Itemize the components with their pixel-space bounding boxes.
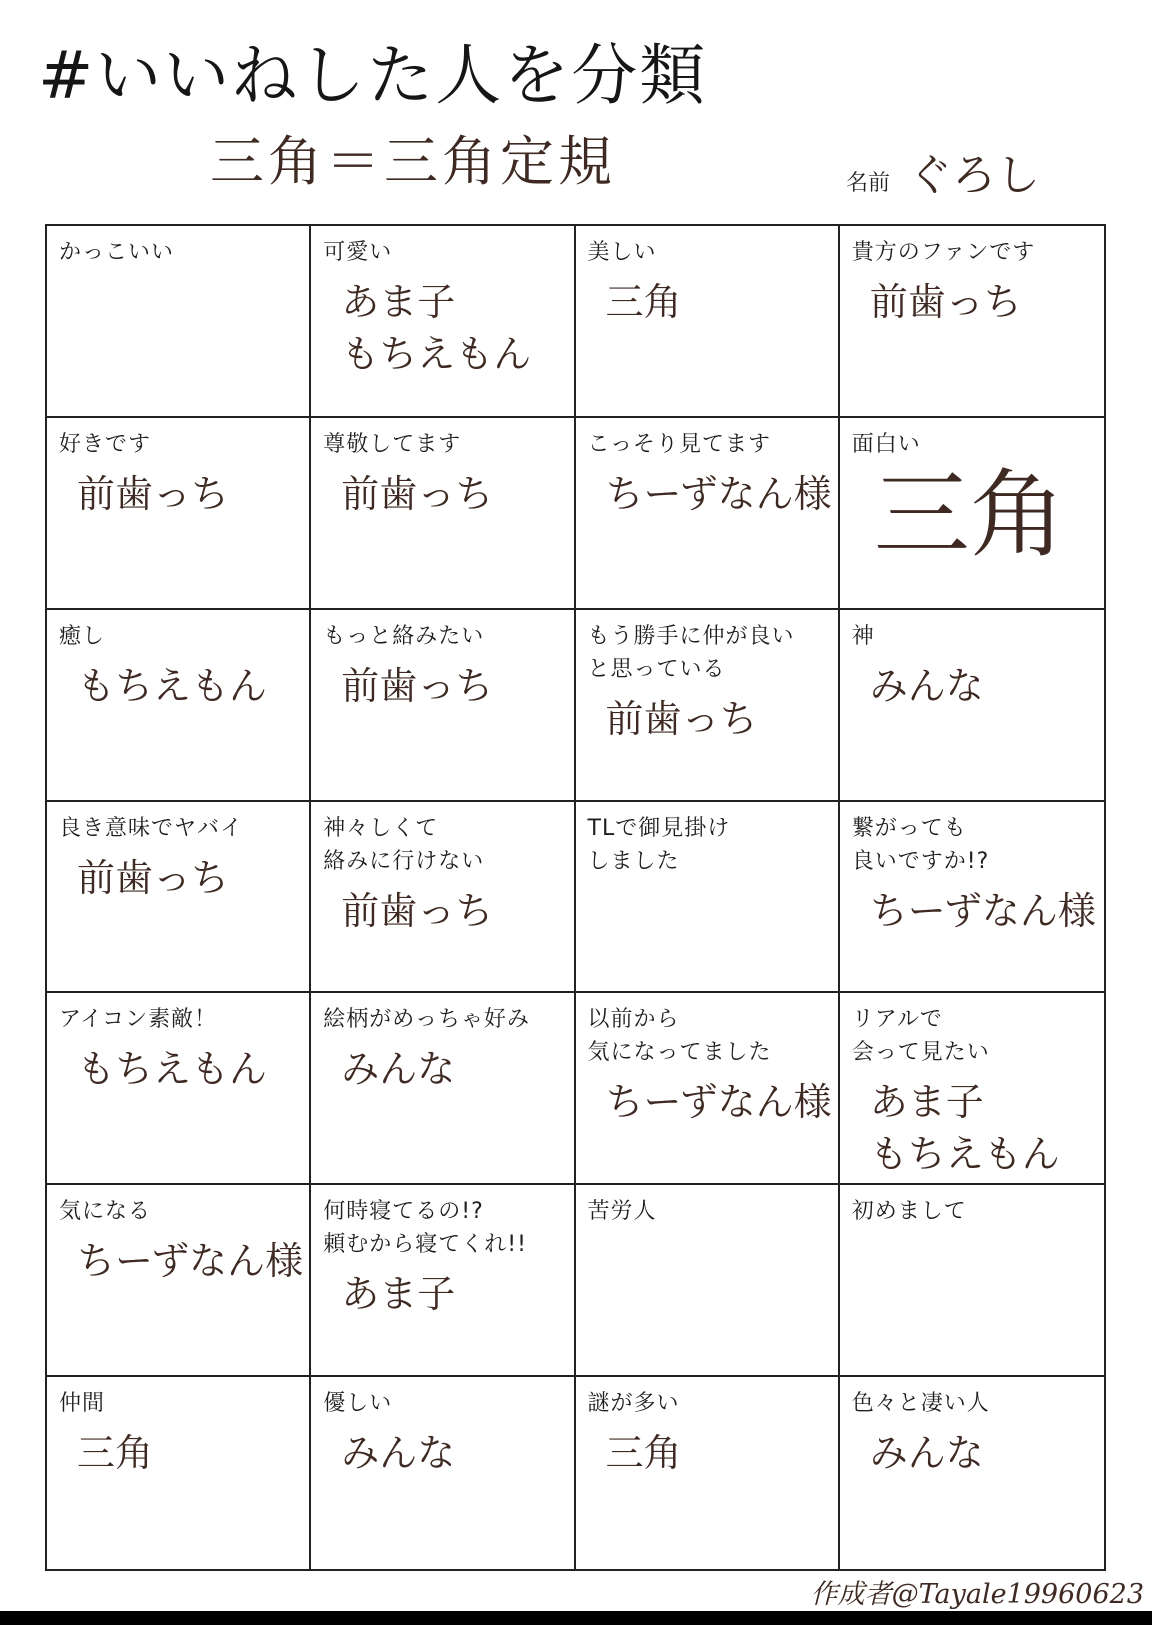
grid-cell [47, 993, 311, 1185]
cell-label: 気になる [59, 1199, 152, 1225]
creator-credit: 作成者@Tayale19960623 [810, 1579, 1144, 1610]
cell-answer: 三角 [605, 1431, 682, 1476]
cell-answer: 前歯っち [869, 280, 1022, 324]
cell-label: 貴方のファンです [851, 240, 1036, 265]
cell-answer: あま子 [341, 1272, 456, 1317]
cell-label: 尊敬してます [323, 431, 462, 457]
grid-cell [840, 1185, 1104, 1377]
grid-cell [47, 1185, 311, 1377]
bottom-bar [0, 1611, 1152, 1625]
grid-cell [576, 610, 840, 802]
cell-label: 仲間 [59, 1391, 106, 1417]
cell-label: リアルで 会って見たい [851, 1007, 990, 1066]
cell-label: 神 [851, 623, 875, 649]
grid-cell [840, 610, 1104, 802]
cell-label: 繋がっても 良いですか!? [851, 815, 990, 874]
cell-label: 好きです [59, 431, 152, 457]
cell-answer: 前歯っち [77, 855, 230, 900]
cell-label: 優しい [323, 1391, 393, 1417]
cell-label: こっそり見てます [587, 431, 772, 457]
cell-answer: あま子 [341, 280, 456, 324]
cell-answer: ちーずなん様 [77, 1239, 304, 1284]
cell-label: かっこいい [59, 240, 175, 265]
cell-label: もう勝手に仲が良い と思っている [587, 623, 795, 682]
grid-cell [47, 226, 311, 418]
grid-cell [576, 1185, 840, 1377]
cell-answer: みんな [869, 663, 984, 708]
cell-answer: ちーずなん様 [605, 471, 832, 516]
grid-cell [47, 610, 311, 802]
grid-cell [840, 1377, 1104, 1569]
cell-answer: もちえもん [341, 331, 532, 376]
cell-answer: みんな [869, 1431, 984, 1476]
grid-cell [311, 610, 575, 802]
cell-answer: 前歯っち [77, 471, 230, 516]
grid-cell [840, 993, 1104, 1185]
grid-cell [840, 802, 1104, 994]
cell-label: 絵柄がめっちゃ好み [323, 1007, 531, 1033]
cell-label: 何時寝てるの!? 頼むから寝てくれ!! [323, 1199, 527, 1258]
cell-answer: 三角 [77, 1431, 154, 1476]
legend-note: 三角＝三角定規 [210, 130, 616, 193]
cell-label: 可愛い [323, 240, 393, 265]
cell-answer: あま子 [869, 1080, 984, 1125]
cell-answer: もちえもん [869, 1131, 1060, 1176]
name-label: 名前 [846, 171, 891, 196]
grid-cell [576, 1377, 840, 1569]
page-title: #いいねした人を分類 [38, 37, 708, 114]
cell-label: 面白い [851, 431, 921, 457]
cell-answer: ちーずなん様 [869, 888, 1096, 933]
grid-cell [47, 1377, 311, 1569]
cell-answer: 前歯っち [341, 663, 494, 708]
grid-cell [311, 993, 575, 1185]
cell-answer: 前歯っち [341, 888, 494, 933]
cell-answer: もちえもん [77, 663, 268, 708]
grid-cell [840, 226, 1104, 418]
classification-grid [45, 224, 1106, 1571]
grid-cell [576, 418, 840, 610]
cell-label: 神々しくて 絡みに行けない [323, 815, 485, 874]
cell-label: 以前から 気になってました [587, 1007, 772, 1066]
cell-answer: みんな [341, 1047, 456, 1092]
cell-label: 初めまして [851, 1199, 967, 1225]
cell-answer: 三角 [873, 458, 1066, 571]
cell-answer: 三角 [605, 280, 682, 324]
grid-cell [47, 802, 311, 994]
cell-label: 苦労人 [587, 1199, 657, 1225]
grid-cell [311, 1185, 575, 1377]
cell-answer: みんな [341, 1431, 456, 1476]
cell-label: 良き意味でヤバイ [59, 815, 244, 841]
grid-cell [47, 418, 311, 610]
cell-answer: ちーずなん様 [605, 1080, 832, 1125]
cell-label: 色々と凄い人 [851, 1391, 990, 1417]
grid-cell [576, 802, 840, 994]
cell-label: もっと絡みたい [323, 623, 485, 649]
grid-cell [311, 802, 575, 994]
cell-answer: 前歯っち [605, 696, 758, 741]
grid-cell [311, 1377, 575, 1569]
cell-label: アイコン素敵！ [59, 1007, 218, 1033]
cell-label: TLで御見掛け しました [587, 815, 731, 874]
cell-label: 美しい [587, 240, 657, 265]
name-value: ぐろし [908, 150, 1040, 201]
cell-answer: もちえもん [77, 1047, 268, 1092]
cell-label: 癒し [59, 623, 106, 649]
grid-cell [840, 418, 1104, 610]
cell-answer: 前歯っち [341, 471, 494, 516]
grid-cell [311, 226, 575, 418]
grid-cell [311, 418, 575, 610]
grid-cell [576, 226, 840, 418]
grid-cell [576, 993, 840, 1185]
cell-label: 謎が多い [587, 1391, 680, 1417]
